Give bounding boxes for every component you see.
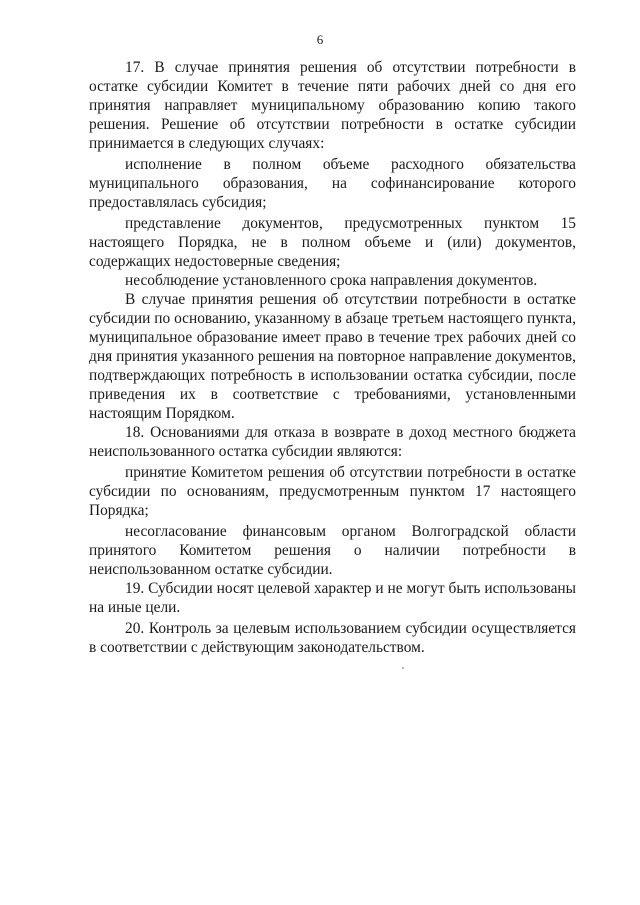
paragraph-refusal-reason-1: принятие Комитетом решения об отсутствии потребности в остатке субсидии по основаниям, предусмотренным пунктом 17 настоящего Порядка; [89,464,576,519]
paragraph-17-intro: 17. В случае принятия решения об отсутствии потребности в остатке субсидии Комитет в течение пяти рабочих дней со дня его принятия направляет муниципальному образованию копию такого решения. Решение об отсутствии потребности в остатке субсидии принимается в следующих случаях: [89,59,576,152]
page-number: 6 [316,32,324,47]
paragraph-20: 20. Контроль за целевым использованием субсидии осуществляется в соответствии с действующим законодательством. [89,620,576,656]
paragraph-case-missed-deadline: несоблюдение установленного срока направления документов. [125,272,538,289]
paragraph-refusal-reason-2: несогласование финансовым органом Волгоградской области принятого Комитетом решения о наличии потребности в неиспользованном остатке субсидии. [89,523,576,578]
paragraph-case-full-execution: исполнение в полном объеме расходного обязательства муниципального образования, на софинансирование которого предоставлялась субсидия; [89,156,576,211]
paragraph-case-incomplete-documents: представление документов, предусмотренных пунктом 15 настоящего Порядка, не в полном объеме и (или) документов, содержащих недостоверные сведения; [89,215,576,270]
paragraph-19: 19. Субсидии носят целевой характер и не могут быть использованы на иные цели. [89,580,576,616]
paragraph-18-intro: 18. Основаниями для отказа в возврате в доход местного бюджета неиспользованного остатка субсидии являются: [89,424,576,460]
document-body [89,58,576,657]
paragraph-resubmission-right: В случае принятия решения об отсутствии потребности в остатке субсидии по основанию, указанному в абзаце третьем настоящего пункта, муниципальное образование имеет право в течение трех рабочих дней со дня принятия указанного решения на повторное направление документов, подтверждающих потребность в использовании остатка субсидии, после приведения их в соответствие с требованиями, установленными настоящим Порядком. [89,291,576,422]
scan-speck [402,667,404,669]
